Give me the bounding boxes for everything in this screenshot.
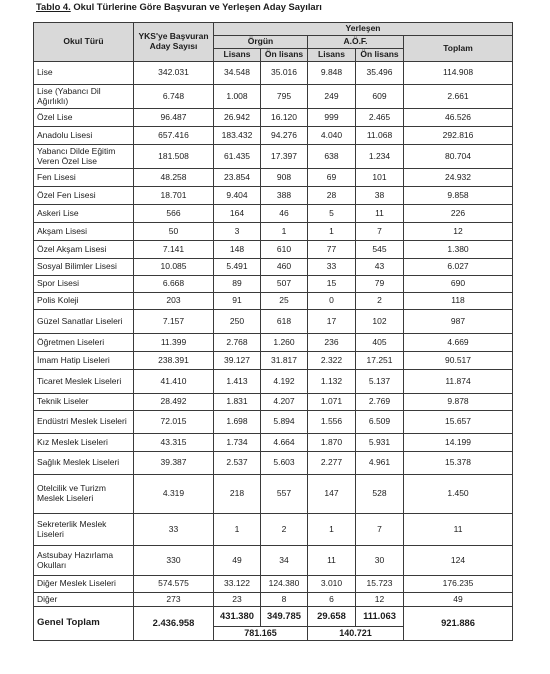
- header-orgun-on-lisans: Ön lisans: [261, 49, 308, 62]
- value-cell-a-ol: 545: [356, 241, 404, 259]
- value-cell-toplam: 226: [404, 205, 513, 223]
- value-cell-o-l: 89: [214, 276, 261, 293]
- table-row: [34, 394, 513, 411]
- value-cell-toplam: 9.858: [404, 187, 513, 205]
- value-cell-a-ol: 609: [356, 85, 404, 109]
- value-cell-a-ol: 7: [356, 514, 404, 546]
- school-type-cell: Endüstri Meslek Liseleri: [34, 411, 134, 434]
- value-cell-toplam: 80.704: [404, 145, 513, 169]
- value-cell-o-ol: 507: [261, 276, 308, 293]
- table-row: [34, 293, 513, 310]
- table-row: [34, 434, 513, 452]
- value-cell-yks: 48.258: [134, 169, 214, 187]
- value-cell-o-ol: 795: [261, 85, 308, 109]
- school-type-cell: Özel Fen Lisesi: [34, 187, 134, 205]
- value-cell-o-ol: 557: [261, 475, 308, 514]
- value-cell-o-ol: 4.207: [261, 394, 308, 411]
- value-cell-o-l: 33.122: [214, 576, 261, 593]
- value-cell-toplam: 1.380: [404, 241, 513, 259]
- value-cell-toplam: 6.027: [404, 259, 513, 276]
- total-orgun-lisans: 431.380: [214, 607, 261, 627]
- value-cell-o-l: 3: [214, 223, 261, 241]
- value-cell-a-ol: 1.234: [356, 145, 404, 169]
- value-cell-o-ol: 35.016: [261, 62, 308, 85]
- value-cell-a-l: 6: [308, 593, 356, 607]
- value-cell-o-ol: 34: [261, 546, 308, 576]
- header-orgun: Örgün: [214, 36, 308, 49]
- header-toplam: Toplam: [404, 36, 513, 62]
- value-cell-a-ol: 5.931: [356, 434, 404, 452]
- school-type-cell: Fen Lisesi: [34, 169, 134, 187]
- value-cell-toplam: 15.657: [404, 411, 513, 434]
- value-cell-toplam: 1.450: [404, 475, 513, 514]
- value-cell-toplam: 124: [404, 546, 513, 576]
- school-type-cell: Özel Akşam Lisesi: [34, 241, 134, 259]
- header-aof-lisans: Lisans: [308, 49, 356, 62]
- value-cell-yks: 566: [134, 205, 214, 223]
- total-aof-lisans: 29.658: [308, 607, 356, 627]
- value-cell-toplam: 2.661: [404, 85, 513, 109]
- value-cell-a-l: 11: [308, 546, 356, 576]
- value-cell-o-ol: 94.276: [261, 127, 308, 145]
- value-cell-toplam: 4.669: [404, 334, 513, 352]
- value-cell-o-ol: 2: [261, 514, 308, 546]
- value-cell-o-l: 250: [214, 310, 261, 334]
- value-cell-toplam: 292.816: [404, 127, 513, 145]
- value-cell-toplam: 9.878: [404, 394, 513, 411]
- value-cell-a-l: 77: [308, 241, 356, 259]
- school-type-cell: Öğretmen Liseleri: [34, 334, 134, 352]
- value-cell-o-l: 49: [214, 546, 261, 576]
- value-cell-o-l: 183.432: [214, 127, 261, 145]
- value-cell-o-ol: 610: [261, 241, 308, 259]
- value-cell-o-ol: 8: [261, 593, 308, 607]
- value-cell-a-l: 1: [308, 223, 356, 241]
- value-cell-yks: 33: [134, 514, 214, 546]
- school-type-cell: Teknik Liseler: [34, 394, 134, 411]
- table-row: [34, 223, 513, 241]
- total-aof-on-lisans: 111.063: [356, 607, 404, 627]
- total-label: Genel Toplam: [34, 607, 134, 641]
- value-cell-toplam: 90.517: [404, 352, 513, 370]
- value-cell-yks: 342.031: [134, 62, 214, 85]
- value-cell-a-l: 9.848: [308, 62, 356, 85]
- total-yks: 2.436.958: [134, 607, 214, 641]
- value-cell-o-ol: 16.120: [261, 109, 308, 127]
- table-row: [34, 475, 513, 514]
- value-cell-yks: 273: [134, 593, 214, 607]
- value-cell-yks: 181.508: [134, 145, 214, 169]
- value-cell-a-ol: 2.465: [356, 109, 404, 127]
- value-cell-yks: 657.416: [134, 127, 214, 145]
- value-cell-o-ol: 1.260: [261, 334, 308, 352]
- value-cell-a-l: 4.040: [308, 127, 356, 145]
- value-cell-a-ol: 2.769: [356, 394, 404, 411]
- value-cell-a-ol: 35.496: [356, 62, 404, 85]
- table-caption: [36, 1, 322, 12]
- caption-label: Tablo 4.: [36, 1, 71, 12]
- school-type-cell: Sosyal Bilimler Lisesi: [34, 259, 134, 276]
- table-row: [34, 145, 513, 169]
- table-row: [34, 259, 513, 276]
- value-cell-o-ol: 17.397: [261, 145, 308, 169]
- value-cell-a-l: 33: [308, 259, 356, 276]
- value-cell-o-ol: 460: [261, 259, 308, 276]
- value-cell-yks: 10.085: [134, 259, 214, 276]
- table-row: [34, 370, 513, 394]
- value-cell-a-ol: 11.068: [356, 127, 404, 145]
- value-cell-a-l: 1.870: [308, 434, 356, 452]
- header-okul-turu: Okul Türü: [34, 23, 134, 62]
- value-cell-a-ol: 4.961: [356, 452, 404, 475]
- school-type-cell: Yabancı Dilde Eğitim Veren Özel Lise: [34, 145, 134, 169]
- value-cell-a-ol: 38: [356, 187, 404, 205]
- value-cell-o-l: 1.831: [214, 394, 261, 411]
- value-cell-o-l: 1.008: [214, 85, 261, 109]
- value-cell-a-ol: 5.137: [356, 370, 404, 394]
- value-cell-a-l: 5: [308, 205, 356, 223]
- total-orgun-on-lisans: 349.785: [261, 607, 308, 627]
- value-cell-o-l: 1.413: [214, 370, 261, 394]
- value-cell-toplam: 49: [404, 593, 513, 607]
- value-cell-yks: 50: [134, 223, 214, 241]
- total-aof-sum: 140.721: [308, 627, 404, 641]
- value-cell-o-l: 2.537: [214, 452, 261, 475]
- value-cell-yks: 203: [134, 293, 214, 310]
- header-orgun-lisans: Lisans: [214, 49, 261, 62]
- school-type-cell: Polis Koleji: [34, 293, 134, 310]
- table-row: [34, 169, 513, 187]
- value-cell-a-ol: 528: [356, 475, 404, 514]
- value-cell-a-l: 1.071: [308, 394, 356, 411]
- table-row: [34, 310, 513, 334]
- school-type-cell: Akşam Lisesi: [34, 223, 134, 241]
- value-cell-a-l: 236: [308, 334, 356, 352]
- total-toplam: 921.886: [404, 607, 513, 641]
- value-cell-yks: 41.410: [134, 370, 214, 394]
- value-cell-o-l: 148: [214, 241, 261, 259]
- table-row: [34, 276, 513, 293]
- value-cell-o-l: 5.491: [214, 259, 261, 276]
- value-cell-o-ol: 618: [261, 310, 308, 334]
- value-cell-yks: 6.668: [134, 276, 214, 293]
- value-cell-a-l: 15: [308, 276, 356, 293]
- value-cell-o-l: 91: [214, 293, 261, 310]
- value-cell-yks: 7.157: [134, 310, 214, 334]
- value-cell-o-ol: 388: [261, 187, 308, 205]
- value-cell-toplam: 11.874: [404, 370, 513, 394]
- value-cell-o-ol: 1: [261, 223, 308, 241]
- value-cell-o-l: 1.734: [214, 434, 261, 452]
- value-cell-o-l: 61.435: [214, 145, 261, 169]
- value-cell-a-ol: 405: [356, 334, 404, 352]
- value-cell-a-l: 1: [308, 514, 356, 546]
- value-cell-o-ol: 124.380: [261, 576, 308, 593]
- value-cell-a-ol: 12: [356, 593, 404, 607]
- table-row: [34, 127, 513, 145]
- value-cell-a-ol: 6.509: [356, 411, 404, 434]
- value-cell-toplam: 176.235: [404, 576, 513, 593]
- table-row: [34, 514, 513, 546]
- value-cell-toplam: 12: [404, 223, 513, 241]
- school-type-cell: Lise: [34, 62, 134, 85]
- table-body: [34, 62, 513, 641]
- value-cell-o-ol: 25: [261, 293, 308, 310]
- value-cell-a-l: 28: [308, 187, 356, 205]
- value-cell-toplam: 114.908: [404, 62, 513, 85]
- school-type-cell: Diğer Meslek Liseleri: [34, 576, 134, 593]
- value-cell-yks: 72.015: [134, 411, 214, 434]
- value-cell-a-ol: 79: [356, 276, 404, 293]
- value-cell-o-ol: 5.894: [261, 411, 308, 434]
- school-type-cell: Askeri Lise: [34, 205, 134, 223]
- value-cell-o-l: 218: [214, 475, 261, 514]
- value-cell-o-l: 23: [214, 593, 261, 607]
- total-row: [34, 607, 513, 627]
- header-yerlesen: Yerleşen: [214, 23, 513, 36]
- value-cell-o-l: 9.404: [214, 187, 261, 205]
- value-cell-a-l: 249: [308, 85, 356, 109]
- value-cell-o-ol: 31.817: [261, 352, 308, 370]
- value-cell-a-ol: 30: [356, 546, 404, 576]
- table-row: [34, 62, 513, 85]
- school-type-cell: Anadolu Lisesi: [34, 127, 134, 145]
- value-cell-yks: 238.391: [134, 352, 214, 370]
- value-cell-a-ol: 7: [356, 223, 404, 241]
- value-cell-yks: 6.748: [134, 85, 214, 109]
- table-row: [34, 85, 513, 109]
- value-cell-a-l: 1.556: [308, 411, 356, 434]
- value-cell-a-l: 2.277: [308, 452, 356, 475]
- header-aof: A.Ö.F.: [308, 36, 404, 49]
- value-cell-o-l: 26.942: [214, 109, 261, 127]
- school-type-cell: İmam Hatip Liseleri: [34, 352, 134, 370]
- school-type-cell: Otelcilik ve Turizm Meslek Liseleri: [34, 475, 134, 514]
- value-cell-yks: 574.575: [134, 576, 214, 593]
- caption-title: Okul Türlerine Göre Başvuran ve Yerleşen Aday Sayıları: [70, 1, 322, 12]
- value-cell-yks: 4.319: [134, 475, 214, 514]
- value-cell-toplam: 46.526: [404, 109, 513, 127]
- school-type-cell: Sekreterlik Meslek Liseleri: [34, 514, 134, 546]
- value-cell-a-ol: 2: [356, 293, 404, 310]
- table-row: [34, 593, 513, 607]
- value-cell-yks: 18.701: [134, 187, 214, 205]
- table-row: [34, 576, 513, 593]
- school-type-cell: Spor Lisesi: [34, 276, 134, 293]
- value-cell-a-l: 999: [308, 109, 356, 127]
- value-cell-toplam: 118: [404, 293, 513, 310]
- value-cell-yks: 28.492: [134, 394, 214, 411]
- value-cell-yks: 39.387: [134, 452, 214, 475]
- school-type-cell: Diğer: [34, 593, 134, 607]
- value-cell-o-ol: 4.192: [261, 370, 308, 394]
- value-cell-a-ol: 101: [356, 169, 404, 187]
- value-cell-o-ol: 4.664: [261, 434, 308, 452]
- school-type-cell: Özel Lise: [34, 109, 134, 127]
- value-cell-o-l: 23.854: [214, 169, 261, 187]
- school-type-cell: Ticaret Meslek Liseleri: [34, 370, 134, 394]
- value-cell-a-l: 2.322: [308, 352, 356, 370]
- table-row: [34, 109, 513, 127]
- value-cell-toplam: 11: [404, 514, 513, 546]
- value-cell-yks: 11.399: [134, 334, 214, 352]
- value-cell-yks: 7.141: [134, 241, 214, 259]
- value-cell-a-l: 638: [308, 145, 356, 169]
- applicants-table: [33, 22, 513, 641]
- value-cell-yks: 330: [134, 546, 214, 576]
- value-cell-o-l: 1: [214, 514, 261, 546]
- value-cell-a-ol: 17.251: [356, 352, 404, 370]
- value-cell-a-l: 17: [308, 310, 356, 334]
- value-cell-toplam: 987: [404, 310, 513, 334]
- value-cell-a-l: 3.010: [308, 576, 356, 593]
- value-cell-a-ol: 43: [356, 259, 404, 276]
- value-cell-o-ol: 908: [261, 169, 308, 187]
- school-type-cell: Astsubay Hazırlama Okulları: [34, 546, 134, 576]
- total-orgun-sum: 781.165: [214, 627, 308, 641]
- school-type-cell: Kız Meslek Liseleri: [34, 434, 134, 452]
- value-cell-a-l: 69: [308, 169, 356, 187]
- value-cell-toplam: 690: [404, 276, 513, 293]
- value-cell-yks: 96.487: [134, 109, 214, 127]
- value-cell-a-ol: 15.723: [356, 576, 404, 593]
- table-row: [34, 352, 513, 370]
- value-cell-o-l: 39.127: [214, 352, 261, 370]
- value-cell-o-l: 34.548: [214, 62, 261, 85]
- value-cell-toplam: 24.932: [404, 169, 513, 187]
- school-type-cell: Sağlık Meslek Liseleri: [34, 452, 134, 475]
- value-cell-toplam: 15.378: [404, 452, 513, 475]
- table-row: [34, 546, 513, 576]
- table-row: [34, 452, 513, 475]
- value-cell-yks: 43.315: [134, 434, 214, 452]
- value-cell-a-ol: 102: [356, 310, 404, 334]
- value-cell-a-ol: 11: [356, 205, 404, 223]
- table-row: [34, 187, 513, 205]
- value-cell-o-ol: 46: [261, 205, 308, 223]
- table-row: [34, 241, 513, 259]
- table-row: [34, 334, 513, 352]
- school-type-cell: Güzel Sanatlar Liseleri: [34, 310, 134, 334]
- header-aof-on-lisans: Ön lisans: [356, 49, 404, 62]
- value-cell-o-l: 1.698: [214, 411, 261, 434]
- value-cell-a-l: 0: [308, 293, 356, 310]
- table-row: [34, 205, 513, 223]
- value-cell-a-l: 147: [308, 475, 356, 514]
- school-type-cell: Lise (Yabancı Dil Ağırlıklı): [34, 85, 134, 109]
- value-cell-o-l: 164: [214, 205, 261, 223]
- header-yks: YKS'ye Başvuran Aday Sayısı: [134, 23, 214, 62]
- value-cell-toplam: 14.199: [404, 434, 513, 452]
- value-cell-o-ol: 5.603: [261, 452, 308, 475]
- value-cell-a-l: 1.132: [308, 370, 356, 394]
- value-cell-o-l: 2.768: [214, 334, 261, 352]
- table-row: [34, 411, 513, 434]
